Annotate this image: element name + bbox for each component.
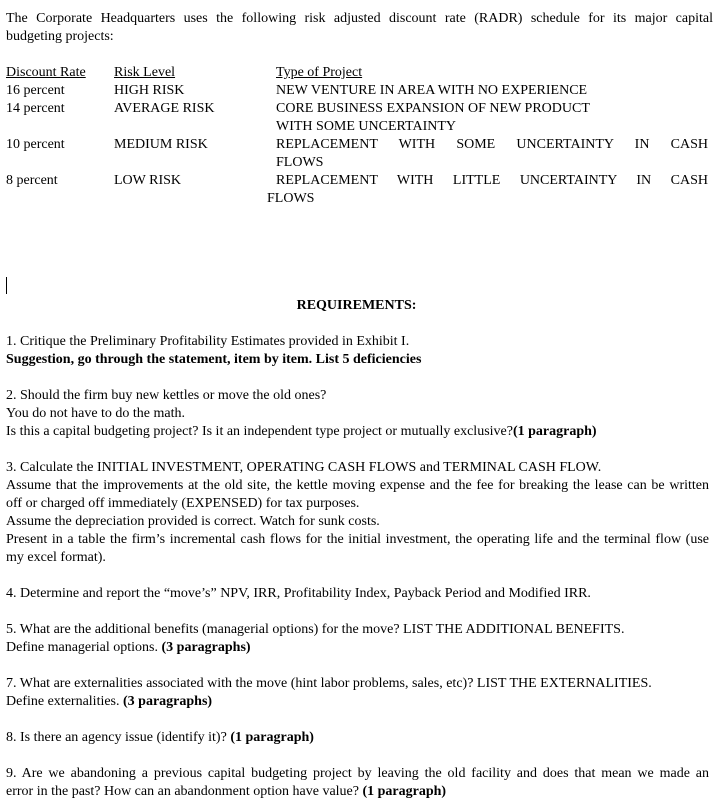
req-9-question: error in the past? How can an abandonment option have value? [6, 784, 363, 799]
req-8-line [6, 729, 314, 747]
row-3-type-cont: FLOWS [276, 155, 324, 170]
intro-line-2: budgeting projects: [6, 29, 114, 44]
row-4-type-cont: FLOWS [267, 191, 315, 206]
req-3-line-6: my excel format). [6, 550, 106, 565]
req-5-define: Define managerial options. [6, 640, 162, 655]
row-3-rate: 10 percent [6, 137, 65, 152]
req-2-paragraph-count: (1 paragraph) [512, 424, 597, 439]
req-9-line-2 [6, 783, 446, 801]
requirements-title: REQUIREMENTS: [296, 298, 417, 313]
req-3-line-1: 3. Calculate the INITIAL INVESTMENT, OPERATING CASH FLOWS and TERMINAL CASH FLOW. [6, 460, 602, 475]
header-type-of-project: Type of Project [276, 65, 363, 80]
req-5-line-1: 5. What are the additional benefits (managerial options) for the move? LIST THE ADDITIONAL BENEFITS. [6, 622, 625, 637]
req-3-line-2: Assume that the improvements at the old site, the kettle moving expense and the fee for breaking the lease can be written [6, 478, 709, 493]
req-1-suggestion: Suggestion, go through the statement, item by item. List 5 deficiencies [6, 352, 422, 367]
row-3-type: REPLACEMENT WITH SOME UNCERTAINTY IN CASH [276, 137, 708, 152]
req-1-text: 1. Critique the Preliminary Profitability Estimates provided in Exhibit I. [6, 334, 410, 349]
row-2-type: CORE BUSINESS EXPANSION OF NEW PRODUCT [276, 101, 590, 116]
req-4-text: 4. Determine and report the “move’s” NPV, IRR, Profitability Index, Payback Period and Modified IRR. [6, 586, 591, 601]
row-1-risk: HIGH RISK [114, 83, 185, 98]
header-risk-level: Risk Level [114, 65, 176, 80]
req-3-line-5: Present in a table the firm’s incremental cash flows for the initial investment, the operating life and the terminal flow (use [6, 532, 709, 547]
req-7-line-2 [6, 693, 212, 711]
text-cursor [6, 277, 7, 294]
req-5-line-2 [6, 639, 251, 657]
req-3-line-3: off or charged off immediately (EXPENSED) for tax purposes. [6, 496, 360, 511]
req-7-define: Define externalities. [6, 694, 124, 709]
row-1-rate: 16 percent [6, 83, 65, 98]
req-3-line-4: Assume the depreciation provided is correct. Watch for sunk costs. [6, 514, 380, 529]
req-2-question: Is this a capital budgeting project? Is it an independent type project or mutually exclusive? [6, 424, 513, 439]
req-2-line-1: 2. Should the firm buy new kettles or move the old ones? [6, 388, 327, 403]
req-7-line-1: 7. What are externalities associated with the move (hint labor problems, sales, etc)? LIST THE EXTERNALITIES. [6, 676, 652, 691]
row-2-type-cont: WITH SOME UNCERTAINTY [276, 119, 457, 134]
row-2-rate: 14 percent [6, 101, 65, 116]
req-8-paragraph-count: (1 paragraph) [230, 730, 314, 745]
header-discount-rate: Discount Rate [6, 65, 86, 80]
req-2-line-2: You do not have to do the math. [6, 406, 186, 421]
intro-line-1: The Corporate Headquarters uses the following risk adjusted discount rate (RADR) schedule for its major capital [6, 11, 713, 26]
row-1-type: NEW VENTURE IN AREA WITH NO EXPERIENCE [276, 83, 588, 98]
req-2-line-3 [6, 423, 597, 441]
req-7-paragraph-count: (3 paragraphs) [123, 694, 213, 709]
req-5-paragraph-count: (3 paragraphs) [161, 640, 251, 655]
row-3-risk: MEDIUM RISK [114, 137, 208, 152]
req-8-text: 8. Is there an agency issue (identify it)? [6, 730, 231, 745]
req-9-line-1: 9. Are we abandoning a previous capital budgeting project by leaving the old facility and does that mean we made an [6, 766, 709, 781]
row-2-risk: AVERAGE RISK [114, 101, 215, 116]
row-4-type: REPLACEMENT WITH LITTLE UNCERTAINTY IN CASH [276, 173, 708, 188]
row-4-risk: LOW RISK [114, 173, 182, 188]
req-9-paragraph-count: (1 paragraph) [362, 784, 447, 799]
row-4-rate: 8 percent [6, 173, 58, 188]
